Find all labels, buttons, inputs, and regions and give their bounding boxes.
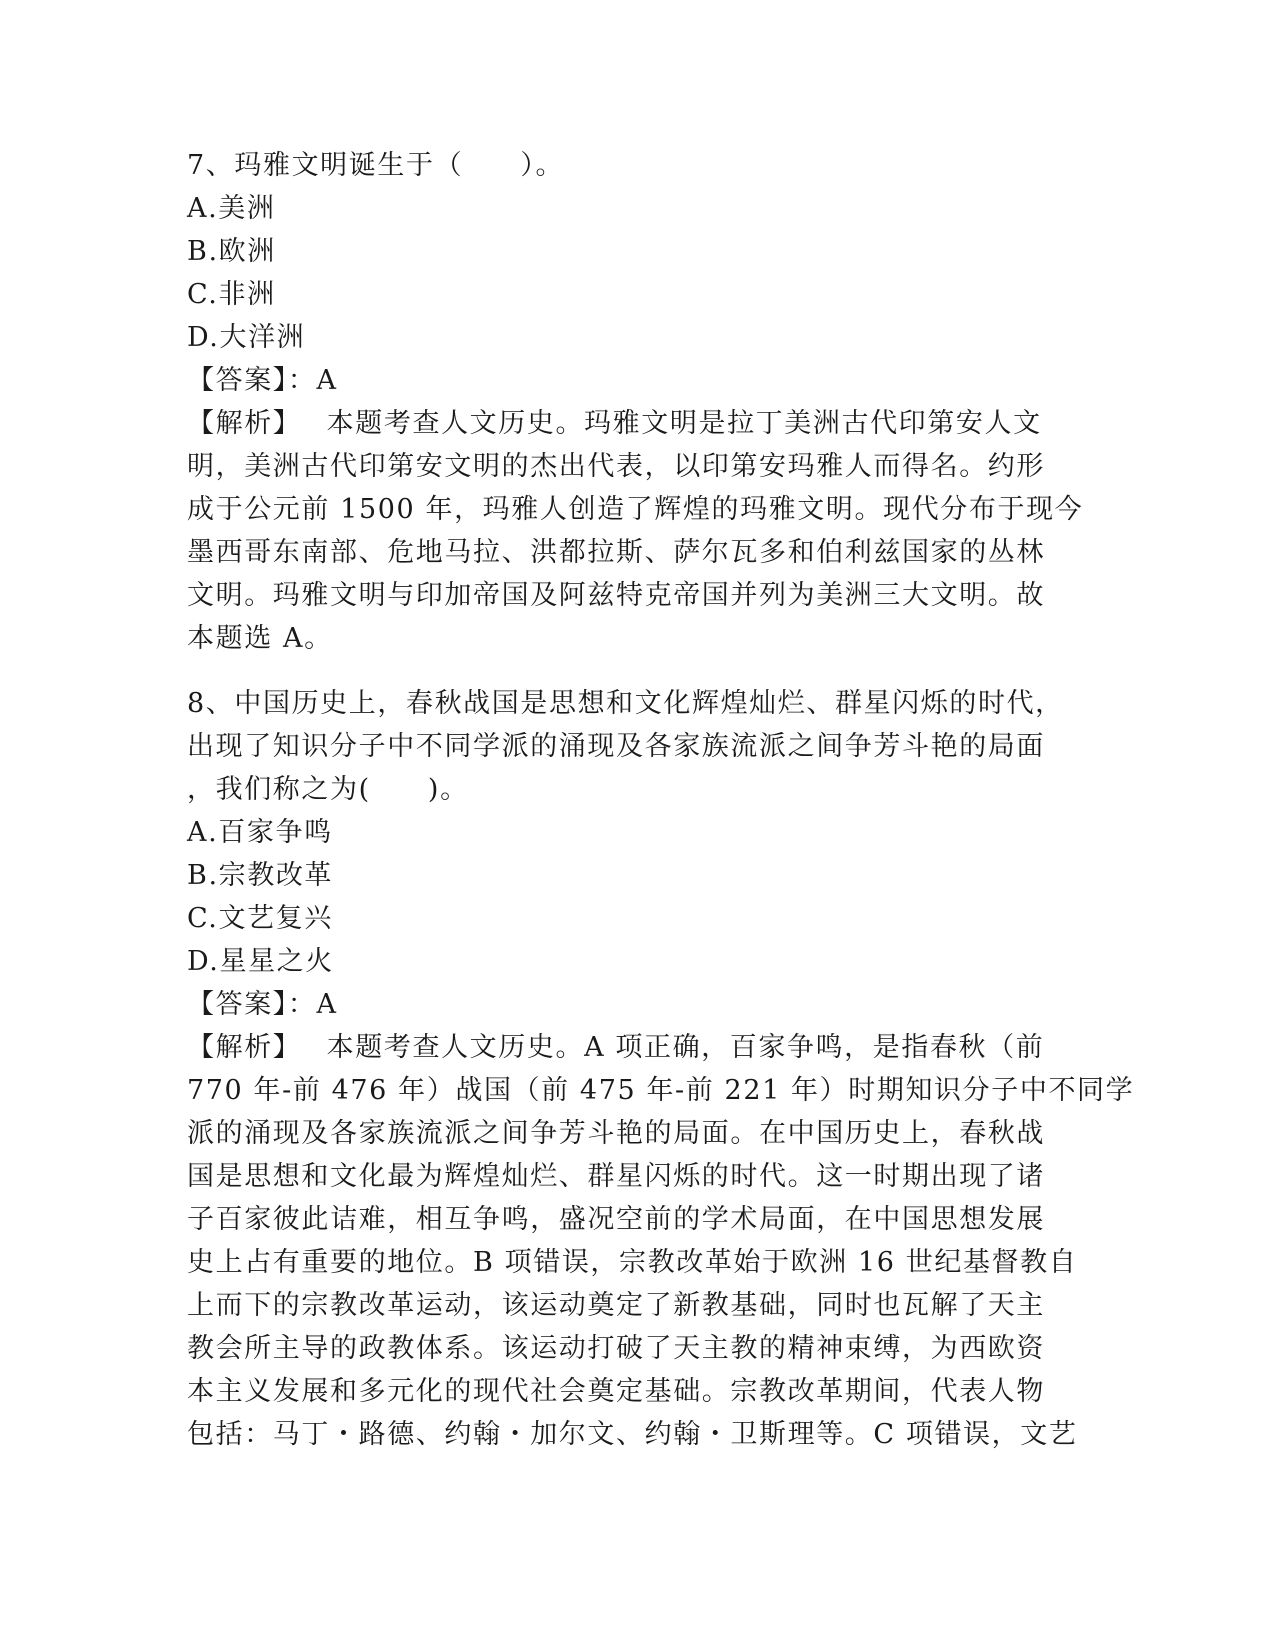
analysis-line: 派的涌现及各家族流派之间争芳斗艳的局面。在中国历史上，春秋战 (187, 1118, 1045, 1149)
question-text: 7、玛雅文明诞生于（ ）。 (187, 150, 565, 181)
option-c: C.非洲 (187, 279, 276, 310)
analysis-line: 包括：马丁・路德、约翰・加尔文、约翰・卫斯理等。C 项错误，文艺 (187, 1419, 1078, 1450)
section-gap (187, 660, 1087, 682)
document-page (187, 144, 1135, 1456)
analysis-line: 【解析】 本题考查人文历史。A 项正确，百家争鸣，是指春秋（前 (187, 1032, 1045, 1063)
question-7 (187, 144, 1087, 660)
question-text: 8、中国历史上，春秋战国是思想和文化辉煌灿烂、群星闪烁的时代， (187, 688, 1064, 719)
analysis-line: 明，美洲古代印第安文明的杰出代表，以印第安玛雅人而得名。约形 (187, 451, 1045, 482)
question-8 (187, 682, 1135, 1456)
analysis-line: 子百家彼此诘难，相互争鸣，盛况空前的学术局面，在中国思想发展 (187, 1204, 1045, 1235)
question-text: ，我们称之为( )。 (187, 774, 469, 805)
analysis-line: 本题选 A。 (187, 623, 333, 654)
answer-line: 【答案】：A (187, 365, 338, 396)
analysis-line: 国是思想和文化最为辉煌灿烂、群星闪烁的时代。这一时期出现了诸 (187, 1161, 1045, 1192)
analysis-line: 上而下的宗教改革运动，该运动奠定了新教基础，同时也瓦解了天主 (187, 1290, 1045, 1321)
option-a: A.百家争鸣 (187, 817, 333, 848)
option-c: C.文艺复兴 (187, 903, 333, 934)
analysis-line: 成于公元前 1500 年，玛雅人创造了辉煌的玛雅文明。现代分布于现今 (187, 494, 1084, 525)
analysis-line: 墨西哥东南部、危地马拉、洪都拉斯、萨尔瓦多和伯利兹国家的丛林 (187, 537, 1045, 568)
analysis-line: 教会所主导的政教体系。该运动打破了天主教的精神束缚，为西欧资 (187, 1333, 1045, 1364)
analysis-line: 【解析】 本题考查人文历史。玛雅文明是拉丁美洲古代印第安人文 (187, 408, 1042, 439)
answer-line: 【答案】：A (187, 989, 338, 1020)
option-d: D.大洋洲 (187, 322, 306, 353)
analysis-line: 770 年-前 476 年）战国（前 475 年-前 221 年）时期知识分子中不同学 (187, 1075, 1135, 1106)
analysis-line: 文明。玛雅文明与印加帝国及阿兹特克帝国并列为美洲三大文明。故 (187, 580, 1045, 611)
analysis-line: 本主义发展和多元化的现代社会奠定基础。宗教改革期间，代表人物 (187, 1376, 1045, 1407)
option-b: B.欧洲 (187, 236, 276, 267)
analysis-line: 史上占有重要的地位。B 项错误，宗教改革始于欧洲 16 世纪基督教自 (187, 1247, 1078, 1278)
option-a: A.美洲 (187, 193, 276, 224)
question-text: 出现了知识分子中不同学派的涌现及各家族流派之间争芳斗艳的局面 (187, 731, 1045, 762)
option-d: D.星星之火 (187, 946, 334, 977)
option-b: B.宗教改革 (187, 860, 334, 891)
